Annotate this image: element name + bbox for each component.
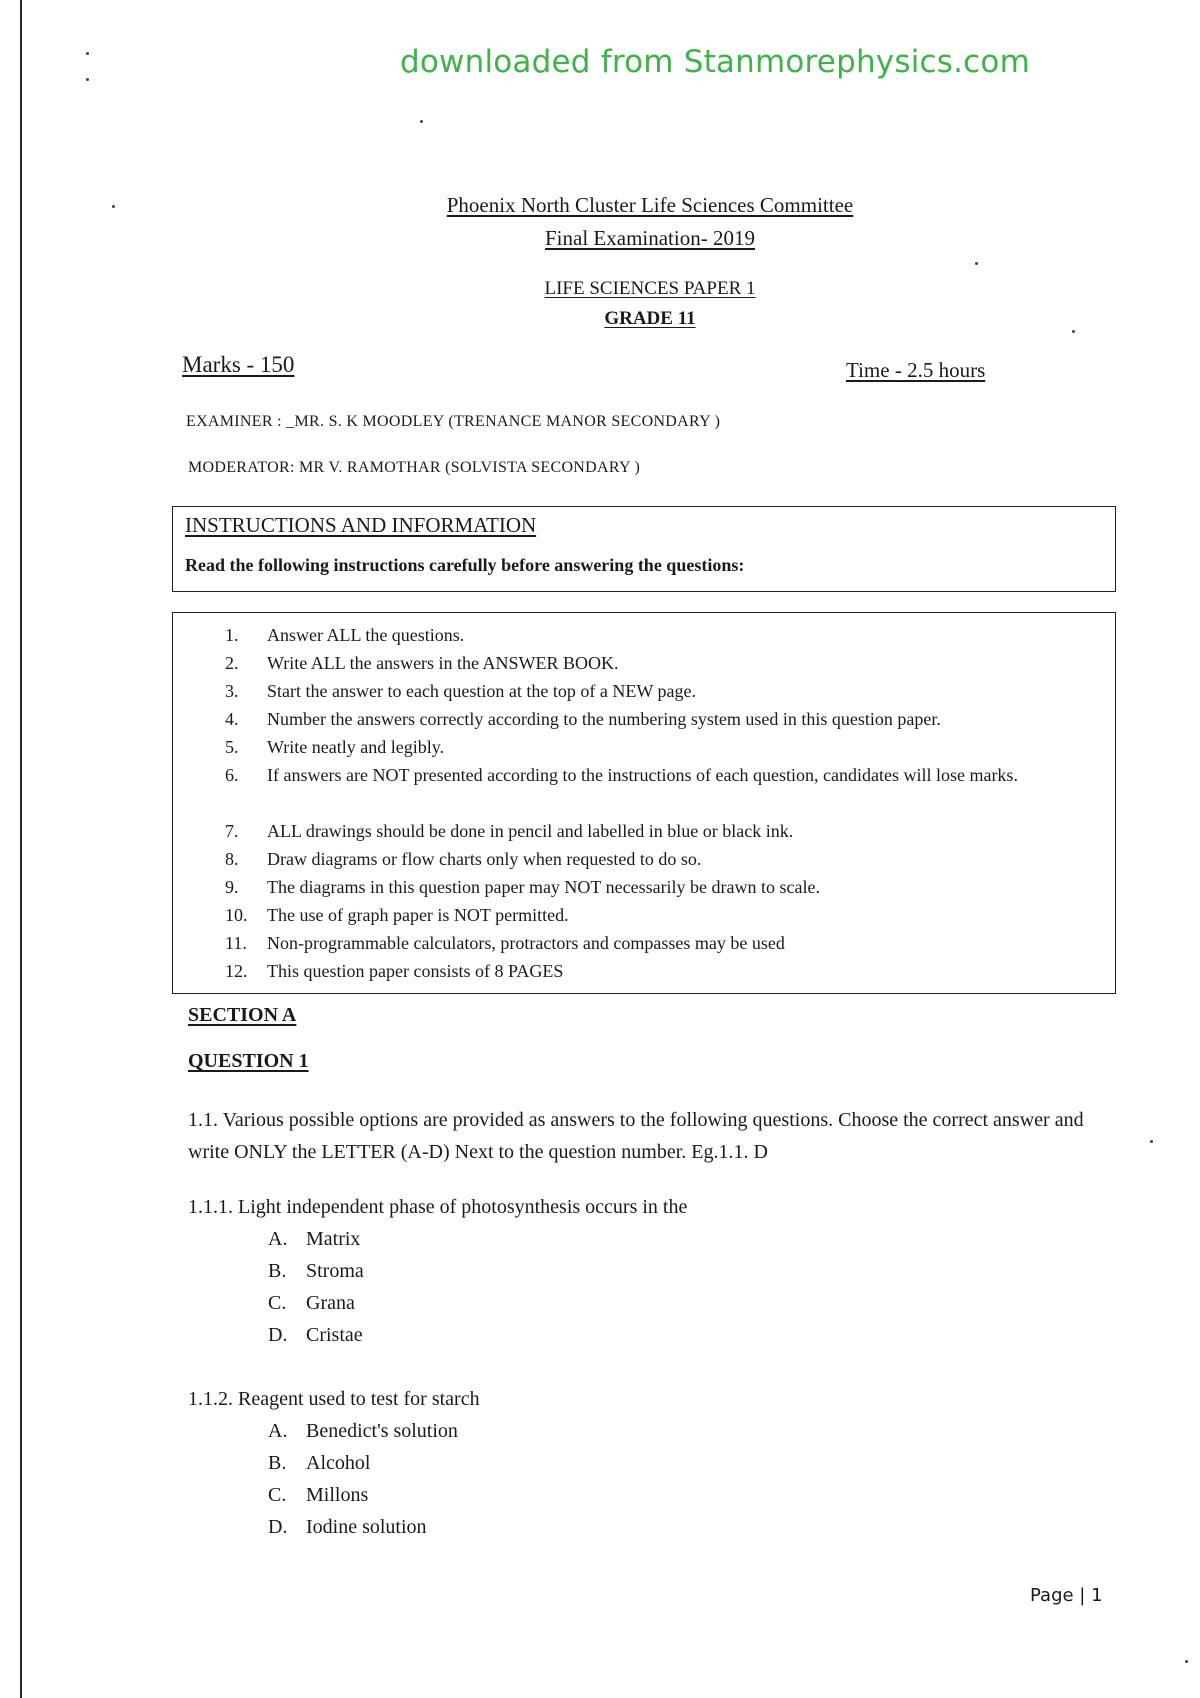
option-item: D. Iodine solution [268, 1516, 427, 1538]
question-1-1-2: 1.1.2. Reagent used to test for starch [188, 1388, 480, 1410]
option-item: A. Matrix [268, 1228, 361, 1250]
grade-heading: GRADE 11 [604, 308, 696, 329]
exam-heading: Final Examination- 2019 [545, 226, 755, 250]
question-heading: QUESTION 1 [188, 1050, 309, 1072]
option-item: C. Millons [268, 1484, 369, 1506]
time-label: Time - 2.5 hours [846, 358, 986, 382]
examiner-line: EXAMINER : _MR. S. K MOODLEY (TRENANCE MANOR SECONDARY ) [186, 413, 721, 430]
instruction-item: 3. Start the answer to each question at the top of a NEW page. [225, 681, 697, 701]
instruction-item: 11. Non-programmable calculators, protractors and compasses may be used [225, 933, 785, 953]
option-item: A. Benedict's solution [268, 1420, 458, 1442]
instruction-item: 10. The use of graph paper is NOT permitted. [225, 905, 569, 925]
moderator-line: MODERATOR: MR V. RAMOTHAR (SOLVISTA SECONDARY ) [188, 459, 641, 476]
scan-speck [86, 52, 89, 55]
marks-label: Marks - 150 [182, 352, 295, 377]
instruction-item: 2. Write ALL the answers in the ANSWER BOOK. [225, 653, 619, 673]
scan-speck [86, 78, 89, 81]
option-item: B. Stroma [268, 1260, 364, 1282]
option-item: C. Grana [268, 1292, 355, 1314]
instruction-item: 6. If answers are NOT presented according to the instructions of each question, candidates will lose marks. [225, 765, 1018, 785]
instruction-item: 9. The diagrams in this question paper may NOT necessarily be drawn to scale. [225, 877, 821, 897]
instruction-item: 1. Answer ALL the questions. [225, 625, 465, 645]
instruction-item: 7. ALL drawings should be done in pencil and labelled in blue or black ink. [225, 821, 794, 841]
instructions-subtitle: Read the following instructions carefully before answering the questions: [185, 555, 745, 575]
paper-heading: LIFE SCIENCES PAPER 1 [544, 278, 756, 299]
scan-speck [420, 120, 423, 123]
instruction-item: 4. Number the answers correctly according to the numbering system used in this question paper. [225, 709, 941, 729]
question-1-1-instruction: 1.1. Various possible options are provided as answers to the following questions. Choose the correct answer and write ONLY the LETTER (A-D) Next to the question number. Eg.1.1. D [188, 1109, 1084, 1163]
scan-speck [1185, 1660, 1188, 1663]
scan-speck [1072, 330, 1075, 333]
option-item: D. Cristae [268, 1324, 363, 1346]
scan-speck [112, 205, 115, 208]
instructions-title: INSTRUCTIONS AND INFORMATION [185, 513, 537, 537]
scan-edge-line [20, 0, 22, 1698]
instruction-item: 5. Write neatly and legibly. [225, 737, 445, 757]
question-1-1-1: 1.1.1. Light independent phase of photosynthesis occurs in the [188, 1196, 688, 1218]
instructions-list-box [172, 612, 1116, 994]
scan-speck [975, 262, 978, 265]
scan-speck [1150, 1140, 1153, 1143]
page-number: Page | 1 [1030, 1585, 1103, 1606]
instructions-header-box [172, 506, 1116, 592]
instruction-item: 8. Draw diagrams or flow charts only when requested to do so. [225, 849, 702, 869]
section-heading: SECTION A [188, 1004, 297, 1026]
option-item: B. Alcohol [268, 1452, 371, 1474]
committee-heading: Phoenix North Cluster Life Sciences Committee [446, 193, 854, 217]
watermark: downloaded from Stanmorephysics.com [400, 44, 1030, 80]
instruction-item: 12. This question paper consists of 8 PAGES [225, 961, 564, 981]
